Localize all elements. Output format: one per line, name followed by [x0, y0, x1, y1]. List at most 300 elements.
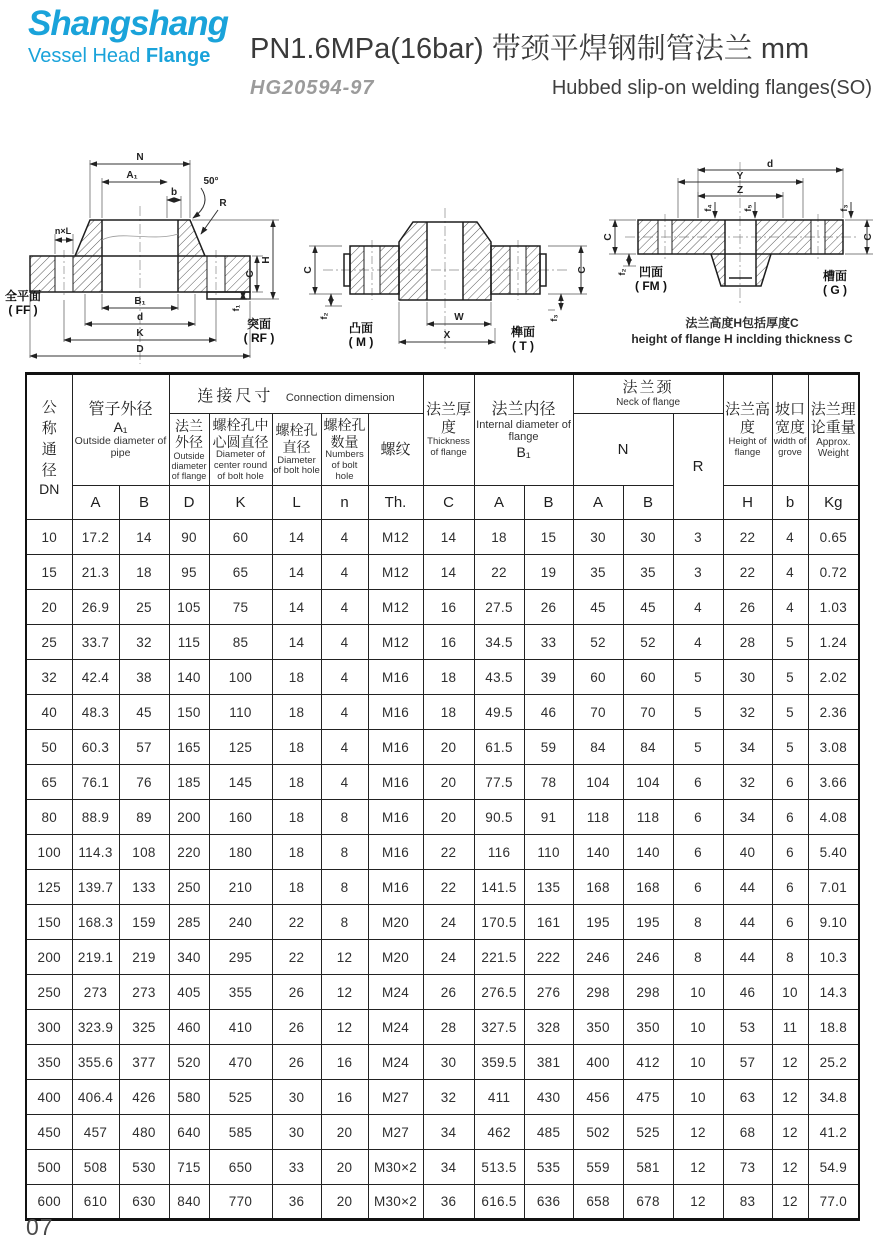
letter: B — [643, 493, 654, 511]
table-cell: 61.5 — [474, 730, 524, 765]
table-cell: 8 — [321, 800, 368, 835]
table-cell: 68 — [723, 1115, 772, 1150]
drawing-m-t — [295, 192, 600, 362]
table-cell: 658 — [573, 1185, 623, 1220]
table-cell: 84 — [623, 730, 673, 765]
table-cell: 110 — [524, 835, 573, 870]
table-cell: 14 — [272, 625, 321, 660]
table-cell: M16 — [368, 730, 423, 765]
face-label-m-code: ( M ) — [348, 335, 374, 349]
table-cell: 400 — [573, 1045, 623, 1080]
table-cell: 34 — [423, 1150, 474, 1185]
table-cell: M27 — [368, 1080, 423, 1115]
table-cell: 195 — [573, 905, 623, 940]
col-letter-k — [209, 486, 272, 520]
letter: C — [443, 493, 454, 511]
table-row — [26, 975, 859, 1010]
table-row — [26, 870, 859, 905]
table-cell: M24 — [368, 975, 423, 1010]
table-cell: 70 — [623, 695, 673, 730]
table-cell: 45 — [119, 695, 169, 730]
table-cell: 640 — [169, 1115, 209, 1150]
table-cell: 34.8 — [808, 1080, 859, 1115]
table-cell: 77.0 — [808, 1185, 859, 1220]
table-cell: 32 — [723, 765, 772, 800]
header-thickness-en: Thickness of flange — [427, 436, 470, 458]
table-cell: 104 — [573, 765, 623, 800]
table-cell: 60 — [209, 520, 272, 555]
dim-label-b1: B₁ — [134, 296, 146, 307]
header-neck-en: Neck of flange — [616, 397, 681, 409]
table-cell: 25 — [26, 625, 72, 660]
table-cell: 44 — [723, 905, 772, 940]
page-header — [250, 26, 872, 100]
table-cell: 30 — [423, 1045, 474, 1080]
table-cell: 77.5 — [474, 765, 524, 800]
table-cell: 502 — [573, 1115, 623, 1150]
table-cell: 57 — [723, 1045, 772, 1080]
table-cell: 3.08 — [808, 730, 859, 765]
spec-table-body — [26, 520, 859, 1220]
drawing-caption-en: height of flange H inclding thickness C — [631, 332, 853, 347]
table-cell: 18 — [474, 520, 524, 555]
table-cell: 75 — [209, 590, 272, 625]
table-cell: 50 — [26, 730, 72, 765]
table-cell: 4 — [321, 590, 368, 625]
letter: b — [785, 493, 795, 511]
table-cell: 12 — [673, 1115, 723, 1150]
table-cell: 139.7 — [72, 870, 119, 905]
table-row — [26, 660, 859, 695]
drawing-caption-cn: 法兰高度H包括厚度C — [685, 316, 799, 330]
table-cell: 89 — [119, 800, 169, 835]
table-cell: 95 — [169, 555, 209, 590]
table-cell: 22 — [272, 940, 321, 975]
table-cell: 21.3 — [72, 555, 119, 590]
drawing-ff-rf — [5, 148, 285, 370]
table-cell: M30×2 — [368, 1150, 423, 1185]
table-cell: 240 — [209, 905, 272, 940]
table-cell: 650 — [209, 1150, 272, 1185]
table-cell: 115 — [169, 625, 209, 660]
table-cell: 26 — [272, 1010, 321, 1045]
face-label-g-code: ( G ) — [823, 283, 847, 297]
table-cell: 42.4 — [72, 660, 119, 695]
table-cell: 116 — [474, 835, 524, 870]
table-cell: 715 — [169, 1150, 209, 1185]
table-cell: 4 — [321, 730, 368, 765]
header-bolt-hole-cn: 螺栓孔直径 — [275, 422, 318, 455]
table-cell: 34 — [723, 730, 772, 765]
table-cell: 3.66 — [808, 765, 859, 800]
table-cell: 140 — [169, 660, 209, 695]
table-cell: 4 — [772, 590, 808, 625]
table-row — [26, 1010, 859, 1045]
table-row — [26, 520, 859, 555]
table-cell: 110 — [209, 695, 272, 730]
table-cell: 145 — [209, 765, 272, 800]
header-neck-r — [673, 414, 723, 520]
letter: L — [292, 493, 301, 511]
table-cell: 168 — [623, 870, 673, 905]
table-cell: 91 — [524, 800, 573, 835]
table-cell: 450 — [26, 1115, 72, 1150]
table-cell: 118 — [573, 800, 623, 835]
table-cell: 20 — [321, 1115, 368, 1150]
letter: B — [138, 493, 149, 511]
table-cell: 28 — [423, 1010, 474, 1045]
table-cell: 18 — [272, 870, 321, 905]
dim-label-y: Y — [736, 171, 744, 182]
table-cell: 273 — [72, 975, 119, 1010]
letter: A — [494, 493, 505, 511]
header-height-cn: 法兰高度 — [725, 401, 771, 437]
table-cell: 65 — [26, 765, 72, 800]
table-cell: 9.10 — [808, 905, 859, 940]
header-neck-n — [573, 414, 673, 486]
letter: n — [340, 493, 349, 511]
brand-name: Shangshang — [28, 4, 229, 43]
table-cell: 33 — [524, 625, 573, 660]
table-cell: 20 — [321, 1150, 368, 1185]
header-dn — [26, 374, 72, 520]
table-cell: 457 — [72, 1115, 119, 1150]
table-cell: 616.5 — [474, 1185, 524, 1220]
table-cell: 460 — [169, 1010, 209, 1045]
table-cell: 298 — [623, 975, 673, 1010]
table-cell: 377 — [119, 1045, 169, 1080]
table-cell: 636 — [524, 1185, 573, 1220]
dim-label-c: C — [245, 270, 256, 278]
table-cell: 462 — [474, 1115, 524, 1150]
dim-label-dd: D — [136, 344, 144, 355]
table-cell: 63 — [723, 1080, 772, 1115]
table-cell: 246 — [623, 940, 673, 975]
table-cell: 5 — [673, 660, 723, 695]
table-cell: 250 — [26, 975, 72, 1010]
table-cell: 25.2 — [808, 1045, 859, 1080]
table-cell: 19 — [524, 555, 573, 590]
table-cell: 150 — [169, 695, 209, 730]
dim-label-f3r: f₃ — [839, 204, 849, 212]
header-pipe-od-cn: 管子外径 — [88, 401, 153, 419]
table-cell: 430 — [524, 1080, 573, 1115]
table-cell: 4 — [673, 625, 723, 660]
dim-label-f1: f₁ — [231, 304, 241, 312]
table-cell: 535 — [524, 1150, 573, 1185]
col-letter-d — [169, 486, 209, 520]
table-cell: 80 — [26, 800, 72, 835]
table-cell: 276.5 — [474, 975, 524, 1010]
dim-label-angle: 50° — [203, 176, 219, 187]
col-letter-kg — [808, 486, 859, 520]
drawing-caption — [603, 315, 881, 347]
table-cell: 16 — [321, 1045, 368, 1080]
table-cell: 185 — [169, 765, 209, 800]
table-cell: 20 — [321, 1185, 368, 1220]
table-cell: M16 — [368, 800, 423, 835]
table-cell: 105 — [169, 590, 209, 625]
table-cell: 559 — [573, 1150, 623, 1185]
table-cell: 46 — [524, 695, 573, 730]
table-row — [26, 765, 859, 800]
brand-tagline-bold: Flange — [145, 44, 211, 67]
table-cell: 36 — [423, 1185, 474, 1220]
header-bolt-num-cn: 螺栓孔数量 — [323, 416, 366, 450]
header-internal-diameter — [474, 374, 573, 486]
header-groove-en: width of grove — [773, 436, 807, 458]
table-cell: 88.9 — [72, 800, 119, 835]
brand-tagline-regular: Vessel Head — [28, 44, 146, 67]
dim-label-b: b — [170, 187, 178, 198]
table-cell: 24 — [423, 940, 474, 975]
table-cell: 26.9 — [72, 590, 119, 625]
face-label-ff-cn: 全平面 — [5, 289, 42, 303]
table-row — [26, 1150, 859, 1185]
table-cell: 90 — [169, 520, 209, 555]
table-cell: 60.3 — [72, 730, 119, 765]
table-cell: 770 — [209, 1185, 272, 1220]
table-cell: 125 — [26, 870, 72, 905]
face-label-fm-cn: 凹面 — [638, 265, 664, 279]
table-cell: 840 — [169, 1185, 209, 1220]
table-cell: 4.08 — [808, 800, 859, 835]
col-letter-c — [423, 486, 474, 520]
header-connection — [169, 374, 423, 414]
table-cell: 59 — [524, 730, 573, 765]
dim-label-f5: f₅ — [743, 204, 753, 212]
table-cell: 5 — [772, 660, 808, 695]
table-cell: 250 — [169, 870, 209, 905]
face-label-rf-cn: 突面 — [246, 317, 272, 331]
table-cell: 26 — [423, 975, 474, 1010]
table-cell: M16 — [368, 660, 423, 695]
table-cell: 16 — [423, 590, 474, 625]
table-cell: 222 — [524, 940, 573, 975]
standard-code: HG20594-97 — [250, 77, 375, 99]
header-dn-code: DN — [39, 480, 60, 497]
table-cell: 14 — [119, 520, 169, 555]
table-cell: 30 — [272, 1080, 321, 1115]
table-cell: 0.72 — [808, 555, 859, 590]
table-cell: 219.1 — [72, 940, 119, 975]
table-cell: 30 — [623, 520, 673, 555]
dim-label-d3: d — [766, 159, 774, 170]
face-label-m-cn: 凸面 — [348, 321, 374, 335]
table-cell: 6 — [673, 870, 723, 905]
table-cell: 161 — [524, 905, 573, 940]
table-cell: 323.9 — [72, 1010, 119, 1045]
table-cell: 22 — [423, 870, 474, 905]
face-label-t-code: ( T ) — [512, 339, 534, 353]
table-cell: 20 — [423, 765, 474, 800]
table-cell: 20 — [423, 730, 474, 765]
flange-cross-section-ffrf — [5, 152, 279, 364]
table-cell: 8 — [321, 835, 368, 870]
header-neck — [573, 374, 723, 414]
letter: K — [235, 493, 246, 511]
header-bolt-num-en: Numbers of bolt hole — [325, 449, 364, 482]
brand-tagline — [28, 45, 248, 68]
header-groove — [772, 374, 808, 486]
table-row — [26, 590, 859, 625]
table-cell: 5.40 — [808, 835, 859, 870]
table-cell: 34.5 — [474, 625, 524, 660]
face-label-ff-code: ( FF ) — [8, 303, 38, 317]
table-cell: 4 — [321, 765, 368, 800]
header-groove-cn: 坡口宽度 — [775, 401, 806, 437]
table-cell: 600 — [26, 1185, 72, 1220]
table-cell: 33 — [272, 1150, 321, 1185]
table-cell: 4 — [321, 625, 368, 660]
table-row — [26, 695, 859, 730]
header-connection-cn: 连接尺寸 — [197, 387, 274, 405]
table-cell: 7.01 — [808, 870, 859, 905]
table-cell: 12 — [772, 1150, 808, 1185]
table-cell: 54.9 — [808, 1150, 859, 1185]
table-row — [26, 555, 859, 590]
table-cell: 12 — [321, 975, 368, 1010]
table-cell: 581 — [623, 1150, 673, 1185]
table-cell: 140 — [623, 835, 673, 870]
table-cell: 355.6 — [72, 1045, 119, 1080]
table-cell: 18 — [272, 730, 321, 765]
table-cell: 168.3 — [72, 905, 119, 940]
table-cell: 20 — [26, 590, 72, 625]
table-cell: 10.3 — [808, 940, 859, 975]
table-cell: M20 — [368, 905, 423, 940]
header-internal-diameter-sym: B₁ — [516, 443, 531, 460]
table-cell: 0.65 — [808, 520, 859, 555]
table-cell: 32 — [26, 660, 72, 695]
table-cell: 27.5 — [474, 590, 524, 625]
table-cell: 16 — [423, 625, 474, 660]
table-cell: 108 — [119, 835, 169, 870]
table-cell: M16 — [368, 835, 423, 870]
table-cell: 22 — [723, 555, 772, 590]
table-cell: 200 — [169, 800, 209, 835]
page-title: PN1.6MPa(16bar) 带颈平焊钢制管法兰 mm — [250, 33, 810, 65]
table-cell: 525 — [209, 1080, 272, 1115]
table-cell: 44 — [723, 940, 772, 975]
table-cell: 200 — [26, 940, 72, 975]
table-cell: 485 — [524, 1115, 573, 1150]
table-cell: 426 — [119, 1080, 169, 1115]
table-cell: 18 — [423, 695, 474, 730]
table-cell: 34 — [723, 800, 772, 835]
table-cell: 5 — [673, 730, 723, 765]
table-cell: 10 — [673, 1080, 723, 1115]
table-cell: 3 — [673, 520, 723, 555]
table-cell: 12 — [321, 940, 368, 975]
table-cell: 508 — [72, 1150, 119, 1185]
header-neck-cn: 法兰颈 — [622, 379, 674, 397]
table-cell: 246 — [573, 940, 623, 975]
table-cell: 350 — [623, 1010, 673, 1045]
table-cell: 1.24 — [808, 625, 859, 660]
table-cell: 20 — [423, 800, 474, 835]
table-cell: M30×2 — [368, 1185, 423, 1220]
table-cell: 53 — [723, 1010, 772, 1045]
table-cell: 141.5 — [474, 870, 524, 905]
table-cell: 525 — [623, 1115, 673, 1150]
table-cell: 8 — [673, 940, 723, 975]
header-flange-od-cn: 法兰外径 — [175, 417, 203, 451]
table-cell: 355 — [209, 975, 272, 1010]
table-cell: 32 — [423, 1080, 474, 1115]
dim-label-c-right: C — [577, 266, 588, 274]
table-cell: 22 — [423, 835, 474, 870]
table-cell: M16 — [368, 870, 423, 905]
dim-label-c-left: C — [303, 266, 314, 274]
face-label-t-cn: 榫面 — [510, 325, 536, 339]
table-cell: 84 — [573, 730, 623, 765]
table-cell: 8 — [321, 905, 368, 940]
table-row — [26, 835, 859, 870]
header-pipe-od-en: Outside diameter of pipe — [74, 435, 167, 459]
table-cell: 6 — [772, 835, 808, 870]
table-cell: 530 — [119, 1150, 169, 1185]
dim-label-h: H — [261, 256, 272, 264]
dim-label-nxl: n×L — [54, 226, 72, 236]
dim-label-c3-right: C — [863, 233, 874, 241]
table-cell: 11 — [772, 1010, 808, 1045]
table-cell: 40 — [723, 835, 772, 870]
face-label-g-cn: 槽面 — [822, 269, 848, 283]
table-cell: 1.03 — [808, 590, 859, 625]
table-cell: 18 — [272, 660, 321, 695]
dim-label-a1: A₁ — [126, 170, 138, 181]
table-cell: 39 — [524, 660, 573, 695]
table-cell: 65 — [209, 555, 272, 590]
table-cell: 140 — [573, 835, 623, 870]
table-cell: 359.5 — [474, 1045, 524, 1080]
table-cell: 4 — [321, 555, 368, 590]
table-cell: 16 — [321, 1080, 368, 1115]
table-cell: 73 — [723, 1150, 772, 1185]
table-cell: 8 — [772, 940, 808, 975]
page-subtitle: Hubbed slip-on welding flanges(SO) — [551, 77, 872, 99]
table-row — [26, 940, 859, 975]
header-weight — [808, 374, 859, 486]
table-cell: 26 — [524, 590, 573, 625]
col-letter-nb — [623, 486, 673, 520]
table-row — [26, 625, 859, 660]
table-cell: 30 — [573, 520, 623, 555]
dim-label-c3-left: C — [603, 233, 614, 241]
header-flange-od-en: Outside diameter of flange — [171, 451, 207, 482]
col-letter-b1a — [474, 486, 524, 520]
table-cell: 22 — [474, 555, 524, 590]
letter: Kg — [824, 493, 843, 511]
table-cell: 5 — [772, 695, 808, 730]
table-cell: 118 — [623, 800, 673, 835]
header-thickness-cn: 法兰厚度 — [426, 401, 472, 437]
table-cell: 406.4 — [72, 1080, 119, 1115]
table-cell: 78 — [524, 765, 573, 800]
table-cell: 4 — [321, 695, 368, 730]
flange-cross-section-fmg — [603, 159, 874, 306]
table-cell: M12 — [368, 555, 423, 590]
header-neck-n-sym: N — [617, 440, 629, 458]
dim-label-n: N — [136, 152, 144, 163]
table-cell: 45 — [573, 590, 623, 625]
table-cell: 18 — [272, 835, 321, 870]
header-pipe-od — [72, 374, 169, 486]
col-letter-na — [573, 486, 623, 520]
header-height-en: Height of flange — [728, 436, 767, 458]
table-cell: 76 — [119, 765, 169, 800]
